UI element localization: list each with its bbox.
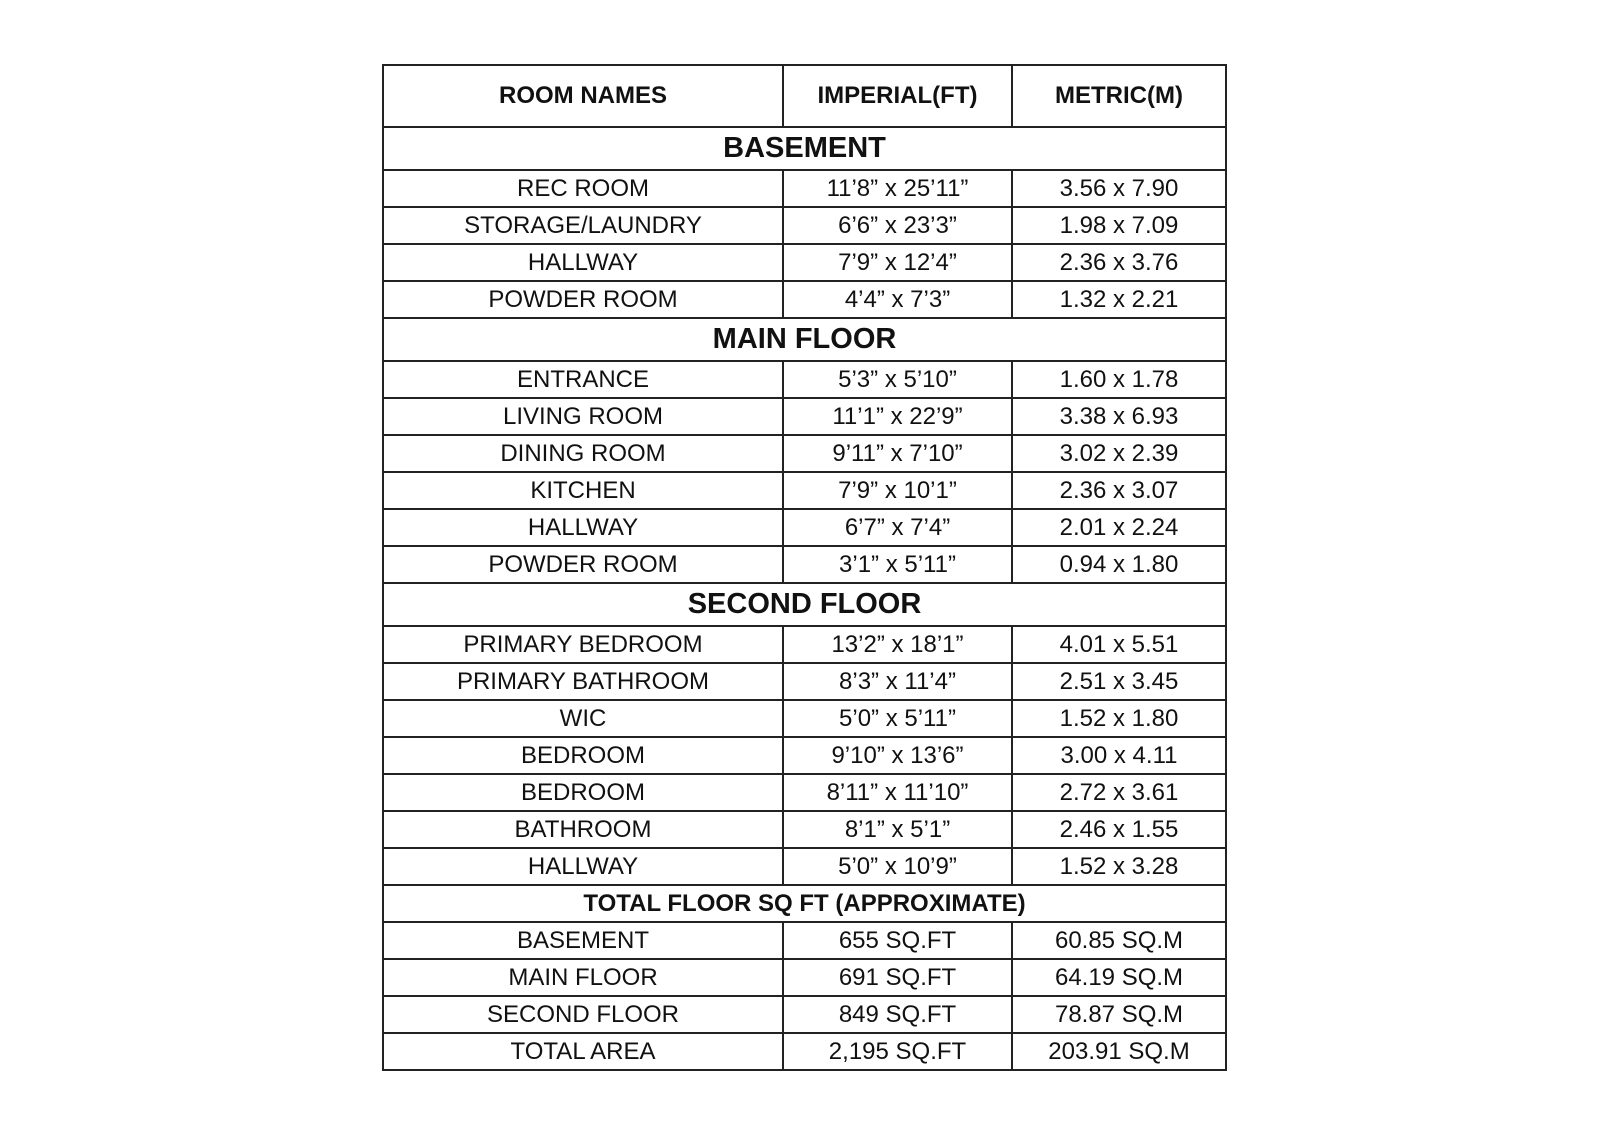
imperial-value: 8’3” x 11’4” (783, 663, 1012, 700)
table-row (383, 700, 1226, 737)
imperial-value: 11’8” x 25’11” (783, 170, 1012, 207)
table-row (383, 1033, 1226, 1070)
room-name: HALLWAY (383, 244, 783, 281)
imperial-value: 8’1” x 5’1” (783, 811, 1012, 848)
imperial-area: 2,195 SQ.FT (783, 1033, 1012, 1070)
table-row (383, 435, 1226, 472)
section-title: MAIN FLOOR (383, 318, 1226, 361)
room-name: HALLWAY (383, 848, 783, 885)
table-row (383, 626, 1226, 663)
metric-area: 78.87 SQ.M (1012, 996, 1226, 1033)
room-name: LIVING ROOM (383, 398, 783, 435)
table-header-row (383, 65, 1226, 127)
metric-value: 1.52 x 3.28 (1012, 848, 1226, 885)
section-main-floor (383, 318, 1226, 361)
imperial-value: 11’1” x 22’9” (783, 398, 1012, 435)
floor-name: BASEMENT (383, 922, 783, 959)
room-name: STORAGE/LAUNDRY (383, 207, 783, 244)
floor-name: TOTAL AREA (383, 1033, 783, 1070)
table-row (383, 959, 1226, 996)
metric-value: 2.01 x 2.24 (1012, 509, 1226, 546)
metric-value: 1.98 x 7.09 (1012, 207, 1226, 244)
metric-value: 3.56 x 7.90 (1012, 170, 1226, 207)
room-dimensions-table (382, 64, 1227, 1071)
metric-value: 1.32 x 2.21 (1012, 281, 1226, 318)
table-row (383, 472, 1226, 509)
imperial-value: 6’7” x 7’4” (783, 509, 1012, 546)
header-room-names: ROOM NAMES (383, 65, 783, 127)
table-row (383, 546, 1226, 583)
room-name: POWDER ROOM (383, 281, 783, 318)
imperial-value: 9’10” x 13’6” (783, 737, 1012, 774)
metric-area: 60.85 SQ.M (1012, 922, 1226, 959)
imperial-value: 7’9” x 10’1” (783, 472, 1012, 509)
room-name: PRIMARY BEDROOM (383, 626, 783, 663)
section-second-floor (383, 583, 1226, 626)
room-name: WIC (383, 700, 783, 737)
imperial-value: 9’11” x 7’10” (783, 435, 1012, 472)
metric-value: 2.46 x 1.55 (1012, 811, 1226, 848)
table-row (383, 207, 1226, 244)
metric-value: 3.38 x 6.93 (1012, 398, 1226, 435)
imperial-value: 5’0” x 10’9” (783, 848, 1012, 885)
section-title: SECOND FLOOR (383, 583, 1226, 626)
room-name: HALLWAY (383, 509, 783, 546)
imperial-value: 5’3” x 5’10” (783, 361, 1012, 398)
metric-value: 4.01 x 5.51 (1012, 626, 1226, 663)
floor-name: MAIN FLOOR (383, 959, 783, 996)
table-row (383, 170, 1226, 207)
section-title: BASEMENT (383, 127, 1226, 170)
metric-area: 64.19 SQ.M (1012, 959, 1226, 996)
metric-value: 2.36 x 3.76 (1012, 244, 1226, 281)
imperial-area: 655 SQ.FT (783, 922, 1012, 959)
room-name: BEDROOM (383, 737, 783, 774)
table-row (383, 996, 1226, 1033)
room-name: BEDROOM (383, 774, 783, 811)
metric-value: 3.02 x 2.39 (1012, 435, 1226, 472)
imperial-value: 3’1” x 5’11” (783, 546, 1012, 583)
room-name: PRIMARY BATHROOM (383, 663, 783, 700)
table-row (383, 663, 1226, 700)
room-name: KITCHEN (383, 472, 783, 509)
section-total-floor-sqft (383, 885, 1226, 922)
section-basement (383, 127, 1226, 170)
room-name: ENTRANCE (383, 361, 783, 398)
imperial-value: 7’9” x 12’4” (783, 244, 1012, 281)
table-row (383, 811, 1226, 848)
imperial-area: 691 SQ.FT (783, 959, 1012, 996)
table-row (383, 244, 1226, 281)
room-name: REC ROOM (383, 170, 783, 207)
header-imperial: IMPERIAL(FT) (783, 65, 1012, 127)
table-row (383, 922, 1226, 959)
header-metric: METRIC(M) (1012, 65, 1226, 127)
imperial-value: 8’11” x 11’10” (783, 774, 1012, 811)
metric-value: 1.60 x 1.78 (1012, 361, 1226, 398)
imperial-area: 849 SQ.FT (783, 996, 1012, 1033)
imperial-value: 5’0” x 5’11” (783, 700, 1012, 737)
metric-value: 1.52 x 1.80 (1012, 700, 1226, 737)
room-name: POWDER ROOM (383, 546, 783, 583)
section-title: TOTAL FLOOR SQ FT (APPROXIMATE) (383, 885, 1226, 922)
imperial-value: 6’6” x 23’3” (783, 207, 1012, 244)
floor-name: SECOND FLOOR (383, 996, 783, 1033)
table-row (383, 848, 1226, 885)
table-row (383, 737, 1226, 774)
imperial-value: 13’2” x 18’1” (783, 626, 1012, 663)
metric-value: 2.72 x 3.61 (1012, 774, 1226, 811)
room-name: BATHROOM (383, 811, 783, 848)
table-row (383, 774, 1226, 811)
room-name: DINING ROOM (383, 435, 783, 472)
metric-value: 0.94 x 1.80 (1012, 546, 1226, 583)
metric-value: 2.36 x 3.07 (1012, 472, 1226, 509)
table-row (383, 398, 1226, 435)
imperial-value: 4’4” x 7’3” (783, 281, 1012, 318)
table-row (383, 509, 1226, 546)
metric-value: 2.51 x 3.45 (1012, 663, 1226, 700)
metric-value: 3.00 x 4.11 (1012, 737, 1226, 774)
table-row (383, 361, 1226, 398)
metric-area: 203.91 SQ.M (1012, 1033, 1226, 1070)
table-row (383, 281, 1226, 318)
